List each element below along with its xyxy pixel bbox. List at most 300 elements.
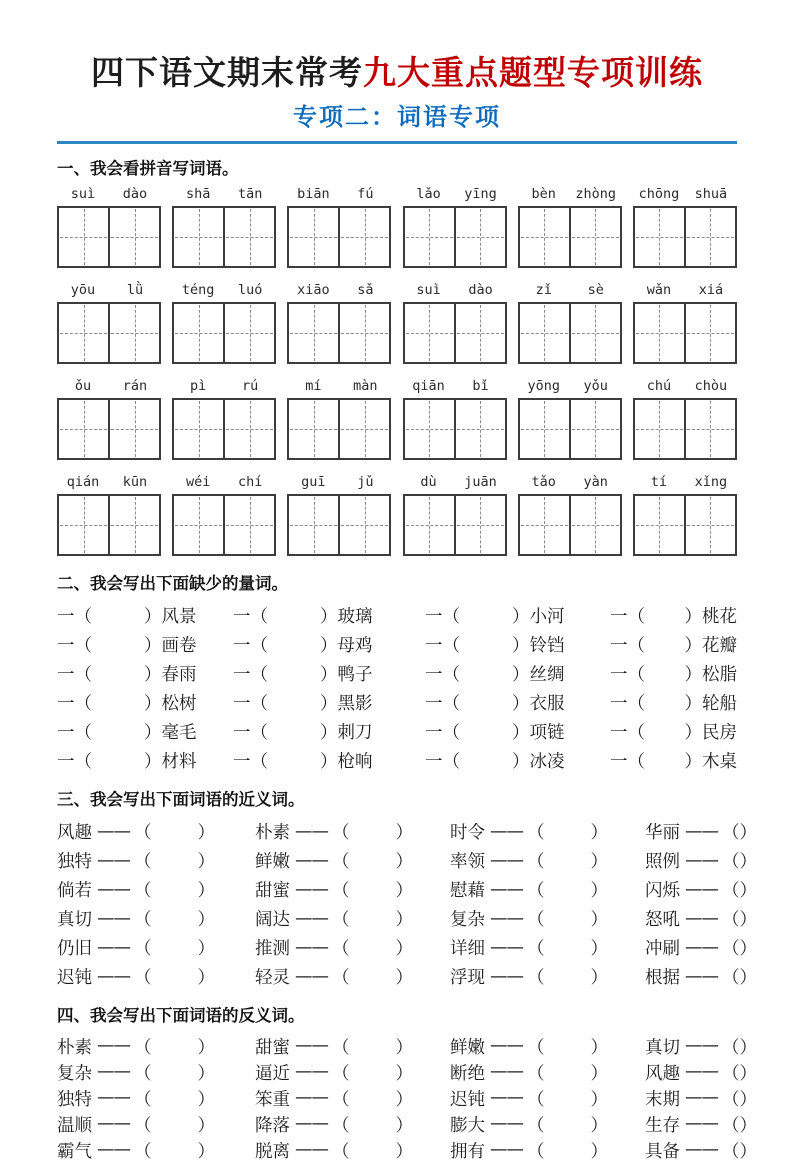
quantifier-item bbox=[233, 746, 425, 775]
writing-cell bbox=[520, 400, 569, 458]
word-label: 冲刷 bbox=[645, 938, 680, 959]
word-label: 降落 bbox=[255, 1114, 290, 1135]
one-prefix: 一 bbox=[610, 751, 628, 772]
paren-open: （ bbox=[527, 880, 545, 901]
paren-open: （ bbox=[627, 722, 645, 743]
pinyin-syllable: tān bbox=[237, 186, 263, 203]
pinyin-syllable: mí bbox=[305, 378, 322, 395]
pinyin-syllable: chí bbox=[237, 474, 263, 491]
writing-cell bbox=[108, 400, 159, 458]
paren-open: （ bbox=[134, 1062, 152, 1083]
paren-close: ） bbox=[197, 1114, 215, 1135]
pinyin-syllable: suì bbox=[70, 186, 96, 203]
word-label: 风趣 bbox=[57, 822, 92, 843]
paren-close: ） bbox=[395, 1088, 413, 1109]
pinyin-syllable: bǐ bbox=[472, 378, 489, 395]
paren-open: （ bbox=[722, 822, 740, 843]
paren-close: ） bbox=[197, 880, 215, 901]
writing-cell bbox=[223, 496, 274, 554]
paren-close: ） bbox=[395, 1114, 413, 1135]
paren-close: ） bbox=[320, 635, 338, 656]
paren-open: （ bbox=[134, 1036, 152, 1057]
pinyin-syllable: tí bbox=[650, 474, 668, 491]
pinyin-box-group bbox=[57, 378, 161, 460]
pinyin-box-group bbox=[518, 378, 622, 460]
paren-open: （ bbox=[527, 1140, 545, 1161]
paren-close: ） bbox=[512, 751, 530, 772]
dash-connector: —— bbox=[685, 937, 718, 958]
pinyin-labels bbox=[518, 282, 622, 302]
pinyin-syllable: màn bbox=[353, 378, 378, 395]
synonym-item bbox=[645, 904, 757, 933]
quantifier-item bbox=[610, 630, 737, 659]
word-label: 朴素 bbox=[255, 822, 290, 843]
writing-cell bbox=[338, 496, 389, 554]
quantifier-item bbox=[233, 688, 425, 717]
paren-open: （ bbox=[627, 635, 645, 656]
paren-open: （ bbox=[722, 967, 740, 988]
writing-cell bbox=[59, 304, 108, 362]
quantifier-item bbox=[233, 717, 425, 746]
one-prefix: 一 bbox=[233, 722, 251, 743]
section-2-heading: 二、我会写出下面缺少的量词。 bbox=[57, 575, 288, 594]
dash-connector: —— bbox=[97, 821, 130, 842]
paren-close: ） bbox=[590, 880, 608, 901]
paren-open: （ bbox=[627, 606, 645, 627]
dash-connector: —— bbox=[685, 821, 718, 842]
paren-close: ） bbox=[144, 751, 162, 772]
antonym-item bbox=[255, 1059, 450, 1085]
writing-cell bbox=[405, 400, 454, 458]
writing-cell bbox=[405, 304, 454, 362]
paren-close: ） bbox=[197, 1062, 215, 1083]
dash-connector: —— bbox=[97, 937, 130, 958]
pinyin-syllable: lǜ bbox=[126, 282, 144, 299]
writing-cell bbox=[569, 496, 620, 554]
dash-connector: —— bbox=[295, 1088, 328, 1109]
word-label: 生存 bbox=[645, 1114, 680, 1135]
paren-open: （ bbox=[332, 1062, 350, 1083]
paren-close: ） bbox=[395, 967, 413, 988]
pinyin-box-group bbox=[403, 186, 507, 268]
paren-close: ） bbox=[590, 1088, 608, 1109]
noun-label: 风景 bbox=[161, 606, 197, 627]
paren-open: （ bbox=[250, 664, 268, 685]
paren-close: ） bbox=[739, 880, 757, 901]
one-prefix: 一 bbox=[610, 606, 628, 627]
paren-open: （ bbox=[134, 967, 152, 988]
pinyin-box-group bbox=[518, 474, 622, 556]
noun-label: 铃铛 bbox=[529, 635, 565, 656]
paren-open: （ bbox=[722, 938, 740, 959]
dash-connector: —— bbox=[295, 937, 328, 958]
paren-close: ） bbox=[512, 693, 530, 714]
dash-connector: —— bbox=[685, 966, 718, 987]
word-label: 迟钝 bbox=[450, 1088, 485, 1109]
pinyin-labels bbox=[403, 282, 507, 302]
pinyin-syllable: kūn bbox=[122, 474, 148, 491]
paren-open: （ bbox=[250, 693, 268, 714]
one-prefix: 一 bbox=[57, 635, 75, 656]
pinyin-syllable: rú bbox=[242, 378, 259, 395]
noun-label: 松树 bbox=[161, 693, 197, 714]
pinyin-box-group bbox=[57, 474, 161, 556]
quantifier-item bbox=[425, 659, 610, 688]
word-label: 华丽 bbox=[645, 822, 680, 843]
dash-connector: —— bbox=[97, 850, 130, 871]
synonym-item bbox=[57, 875, 255, 904]
pinyin-box-group bbox=[172, 186, 276, 268]
dash-connector: —— bbox=[490, 937, 523, 958]
paren-open: （ bbox=[722, 909, 740, 930]
dash-connector: —— bbox=[97, 908, 130, 929]
paren-close: ） bbox=[395, 822, 413, 843]
synonym-item bbox=[255, 962, 450, 991]
paren-close: ） bbox=[590, 1114, 608, 1135]
paren-close: ） bbox=[512, 722, 530, 743]
writing-cell bbox=[405, 208, 454, 266]
dash-connector: —— bbox=[490, 850, 523, 871]
antonym-item bbox=[57, 1111, 255, 1137]
pinyin-box-group bbox=[287, 378, 391, 460]
paren-open: （ bbox=[74, 635, 92, 656]
paren-open: （ bbox=[134, 880, 152, 901]
paren-open: （ bbox=[250, 751, 268, 772]
paren-open: （ bbox=[527, 1036, 545, 1057]
dash-connector: —— bbox=[490, 1140, 523, 1161]
word-label: 逼近 bbox=[255, 1062, 290, 1083]
antonym-item bbox=[255, 1033, 450, 1059]
character-writing-boxes bbox=[57, 494, 161, 556]
quantifier-item bbox=[425, 601, 610, 630]
synonym-item bbox=[57, 933, 255, 962]
pinyin-labels bbox=[287, 474, 391, 494]
pinyin-syllable: qiān bbox=[412, 378, 445, 395]
pinyin-syllable: wéi bbox=[185, 474, 211, 491]
paren-close: ） bbox=[684, 664, 702, 685]
dash-connector: —— bbox=[685, 908, 718, 929]
word-label: 根据 bbox=[645, 967, 680, 988]
word-label: 闪烁 bbox=[645, 880, 680, 901]
pinyin-labels bbox=[633, 474, 737, 494]
paren-open: （ bbox=[74, 664, 92, 685]
paren-open: （ bbox=[74, 606, 92, 627]
pinyin-syllable: yōng bbox=[527, 378, 560, 395]
paren-open: （ bbox=[74, 722, 92, 743]
dash-connector: —— bbox=[490, 1036, 523, 1057]
pinyin-syllable: sè bbox=[587, 282, 604, 299]
character-writing-boxes bbox=[518, 302, 622, 364]
paren-close: ） bbox=[684, 606, 702, 627]
pinyin-box-group bbox=[287, 474, 391, 556]
pinyin-labels bbox=[403, 378, 507, 398]
noun-label: 春雨 bbox=[161, 664, 197, 685]
dash-connector: —— bbox=[490, 908, 523, 929]
writing-cell bbox=[338, 304, 389, 362]
one-prefix: 一 bbox=[233, 635, 251, 656]
pinyin-labels bbox=[57, 474, 161, 494]
paren-close: ） bbox=[590, 1062, 608, 1083]
paren-close: ） bbox=[512, 606, 530, 627]
character-writing-boxes bbox=[172, 302, 276, 364]
paren-open: （ bbox=[722, 880, 740, 901]
word-label: 复杂 bbox=[450, 909, 485, 930]
paren-close: ） bbox=[684, 693, 702, 714]
dash-connector: —— bbox=[685, 1114, 718, 1135]
word-label: 甜蜜 bbox=[255, 1036, 290, 1057]
pinyin-syllable: tǎo bbox=[531, 474, 556, 491]
page-title-red: 九大重点题型专项训练 bbox=[363, 56, 703, 92]
word-label: 真切 bbox=[57, 909, 92, 930]
section-1-heading: 一、我会看拼音写词语。 bbox=[57, 160, 239, 179]
synonym-item bbox=[645, 846, 757, 875]
pinyin-syllable: yàn bbox=[583, 474, 608, 491]
dash-connector: —— bbox=[97, 1140, 130, 1161]
pinyin-labels bbox=[633, 378, 737, 398]
word-label: 怒吼 bbox=[645, 909, 680, 930]
pinyin-box-group bbox=[518, 282, 622, 364]
pinyin-labels bbox=[287, 378, 391, 398]
section-3-heading: 三、我会写出下面词语的近义词。 bbox=[57, 791, 305, 810]
writing-cell bbox=[635, 496, 684, 554]
pinyin-syllable: ǒu bbox=[74, 378, 92, 395]
one-prefix: 一 bbox=[57, 693, 75, 714]
pinyin-box-group bbox=[633, 378, 737, 460]
antonym-item bbox=[57, 1059, 255, 1085]
pinyin-labels bbox=[57, 186, 161, 206]
noun-label: 项链 bbox=[529, 722, 565, 743]
paren-close: ） bbox=[590, 822, 608, 843]
paren-open: （ bbox=[134, 1088, 152, 1109]
paren-open: （ bbox=[722, 851, 740, 872]
paren-close: ） bbox=[739, 1140, 757, 1161]
pinyin-box-group bbox=[172, 474, 276, 556]
pinyin-syllable: suì bbox=[416, 282, 441, 299]
writing-cell bbox=[59, 208, 108, 266]
writing-cell bbox=[174, 496, 223, 554]
writing-cell bbox=[520, 496, 569, 554]
antonym-item bbox=[255, 1085, 450, 1111]
pinyin-syllable: pì bbox=[190, 378, 207, 395]
dash-connector: —— bbox=[295, 1062, 328, 1083]
pinyin-labels bbox=[57, 282, 161, 302]
synonym-item bbox=[450, 904, 645, 933]
word-label: 脱离 bbox=[255, 1140, 290, 1161]
paren-close: ） bbox=[197, 822, 215, 843]
dash-connector: —— bbox=[685, 1036, 718, 1057]
paren-open: （ bbox=[527, 1062, 545, 1083]
writing-cell bbox=[338, 400, 389, 458]
character-writing-boxes bbox=[287, 302, 391, 364]
paren-close: ） bbox=[197, 1088, 215, 1109]
noun-label: 刺刀 bbox=[337, 722, 373, 743]
paren-close: ） bbox=[395, 938, 413, 959]
pinyin-syllable: shuā bbox=[694, 186, 728, 203]
character-writing-boxes bbox=[518, 494, 622, 556]
pinyin-box-group bbox=[403, 282, 507, 364]
paren-close: ） bbox=[739, 1036, 757, 1057]
paren-open: （ bbox=[134, 1114, 152, 1135]
page-subtitle: 专项二：词语专项 bbox=[293, 105, 501, 132]
writing-cell bbox=[338, 208, 389, 266]
paren-open: （ bbox=[442, 635, 460, 656]
writing-cell bbox=[684, 400, 735, 458]
one-prefix: 一 bbox=[610, 664, 628, 685]
page-title-black: 四下语文期末常考 bbox=[91, 56, 363, 92]
paren-open: （ bbox=[74, 693, 92, 714]
word-label: 甜蜜 bbox=[255, 880, 290, 901]
writing-cell bbox=[289, 400, 338, 458]
paren-close: ） bbox=[590, 1140, 608, 1161]
one-prefix: 一 bbox=[233, 606, 251, 627]
dash-connector: —— bbox=[295, 966, 328, 987]
paren-open: （ bbox=[332, 1088, 350, 1109]
writing-cell bbox=[174, 304, 223, 362]
noun-label: 画卷 bbox=[161, 635, 197, 656]
pinyin-labels bbox=[172, 282, 276, 302]
quantifier-item bbox=[610, 717, 737, 746]
paren-close: ） bbox=[739, 1088, 757, 1109]
pinyin-labels bbox=[172, 378, 276, 398]
pinyin-box-group bbox=[633, 474, 737, 556]
quantifier-item bbox=[610, 659, 737, 688]
writing-cell bbox=[454, 304, 505, 362]
one-prefix: 一 bbox=[233, 664, 251, 685]
paren-close: ） bbox=[197, 851, 215, 872]
paren-open: （ bbox=[134, 851, 152, 872]
character-writing-boxes bbox=[57, 206, 161, 268]
pinyin-syllable: biān bbox=[297, 186, 330, 203]
writing-cell bbox=[520, 208, 569, 266]
synonym-item bbox=[450, 846, 645, 875]
antonym-item bbox=[645, 1059, 757, 1085]
synonym-item bbox=[645, 962, 757, 991]
header-divider-line bbox=[57, 141, 737, 144]
pinyin-syllable: fú bbox=[357, 186, 374, 203]
synonym-item bbox=[450, 933, 645, 962]
pinyin-syllable: xiāo bbox=[297, 282, 330, 299]
pinyin-writing-block bbox=[57, 186, 737, 556]
character-writing-boxes bbox=[633, 302, 737, 364]
paren-open: （ bbox=[332, 967, 350, 988]
character-writing-boxes bbox=[287, 494, 391, 556]
word-label: 断绝 bbox=[450, 1062, 485, 1083]
word-label: 拥有 bbox=[450, 1140, 485, 1161]
dash-connector: —— bbox=[685, 1062, 718, 1083]
paren-open: （ bbox=[627, 693, 645, 714]
pinyin-labels bbox=[403, 186, 507, 206]
quantifier-item bbox=[610, 746, 737, 775]
writing-cell bbox=[569, 400, 620, 458]
character-writing-boxes bbox=[57, 302, 161, 364]
pinyin-syllable: chòu bbox=[694, 378, 728, 395]
synonym-block bbox=[57, 817, 757, 991]
noun-label: 玻璃 bbox=[337, 606, 373, 627]
noun-label: 木桌 bbox=[702, 751, 737, 772]
pinyin-syllable: dù bbox=[420, 474, 437, 491]
dash-connector: —— bbox=[490, 1062, 523, 1083]
paren-open: （ bbox=[722, 1140, 740, 1161]
quantifier-item bbox=[57, 630, 233, 659]
writing-cell bbox=[635, 304, 684, 362]
paren-open: （ bbox=[332, 909, 350, 930]
pinyin-row bbox=[57, 474, 737, 556]
paren-close: ） bbox=[320, 693, 338, 714]
synonym-item bbox=[450, 817, 645, 846]
pinyin-labels bbox=[172, 186, 276, 206]
word-label: 具备 bbox=[645, 1140, 680, 1161]
paren-open: （ bbox=[527, 938, 545, 959]
character-writing-boxes bbox=[403, 302, 507, 364]
pinyin-labels bbox=[633, 282, 737, 302]
writing-cell bbox=[289, 496, 338, 554]
paren-open: （ bbox=[527, 1114, 545, 1135]
pinyin-syllable: yīng bbox=[464, 186, 497, 203]
writing-cell bbox=[635, 400, 684, 458]
dash-connector: —— bbox=[97, 1062, 130, 1083]
paren-close: ） bbox=[739, 851, 757, 872]
pinyin-box-group bbox=[57, 186, 161, 268]
noun-label: 鸭子 bbox=[337, 664, 373, 685]
noun-label: 丝绸 bbox=[529, 664, 565, 685]
synonym-item bbox=[57, 846, 255, 875]
paren-close: ） bbox=[395, 880, 413, 901]
quantifier-item bbox=[233, 630, 425, 659]
one-prefix: 一 bbox=[610, 693, 628, 714]
section-4-heading: 四、我会写出下面词语的反义词。 bbox=[57, 1007, 305, 1026]
writing-cell bbox=[59, 496, 108, 554]
antonym-item bbox=[645, 1137, 757, 1163]
synonym-item bbox=[57, 817, 255, 846]
paren-open: （ bbox=[250, 722, 268, 743]
noun-label: 民房 bbox=[702, 722, 737, 743]
paren-close: ） bbox=[395, 1036, 413, 1057]
noun-label: 材料 bbox=[161, 751, 197, 772]
noun-label: 枪响 bbox=[337, 751, 373, 772]
quantifier-item bbox=[233, 659, 425, 688]
pinyin-syllable: xǐng bbox=[694, 474, 728, 491]
pinyin-labels bbox=[518, 474, 622, 494]
quantifier-item bbox=[57, 717, 233, 746]
paren-close: ） bbox=[144, 606, 162, 627]
character-writing-boxes bbox=[403, 494, 507, 556]
dash-connector: —— bbox=[685, 1140, 718, 1161]
dash-connector: —— bbox=[490, 821, 523, 842]
synonym-item bbox=[255, 875, 450, 904]
writing-cell bbox=[684, 496, 735, 554]
paren-open: （ bbox=[442, 722, 460, 743]
noun-label: 毫毛 bbox=[161, 722, 197, 743]
antonym-item bbox=[645, 1111, 757, 1137]
word-label: 独特 bbox=[57, 1088, 92, 1109]
paren-close: ） bbox=[739, 909, 757, 930]
dash-connector: —— bbox=[97, 1088, 130, 1109]
paren-close: ） bbox=[590, 967, 608, 988]
quantifier-item bbox=[425, 688, 610, 717]
word-label: 朴素 bbox=[57, 1036, 92, 1057]
one-prefix: 一 bbox=[57, 722, 75, 743]
paren-open: （ bbox=[442, 693, 460, 714]
dash-connector: —— bbox=[685, 879, 718, 900]
word-label: 霸气 bbox=[57, 1140, 92, 1161]
one-prefix: 一 bbox=[425, 722, 443, 743]
pinyin-box-group bbox=[57, 282, 161, 364]
paren-close: ） bbox=[144, 722, 162, 743]
word-label: 温顺 bbox=[57, 1114, 92, 1135]
writing-cell bbox=[454, 400, 505, 458]
synonym-item bbox=[645, 817, 757, 846]
pinyin-syllable: zǐ bbox=[535, 282, 552, 299]
